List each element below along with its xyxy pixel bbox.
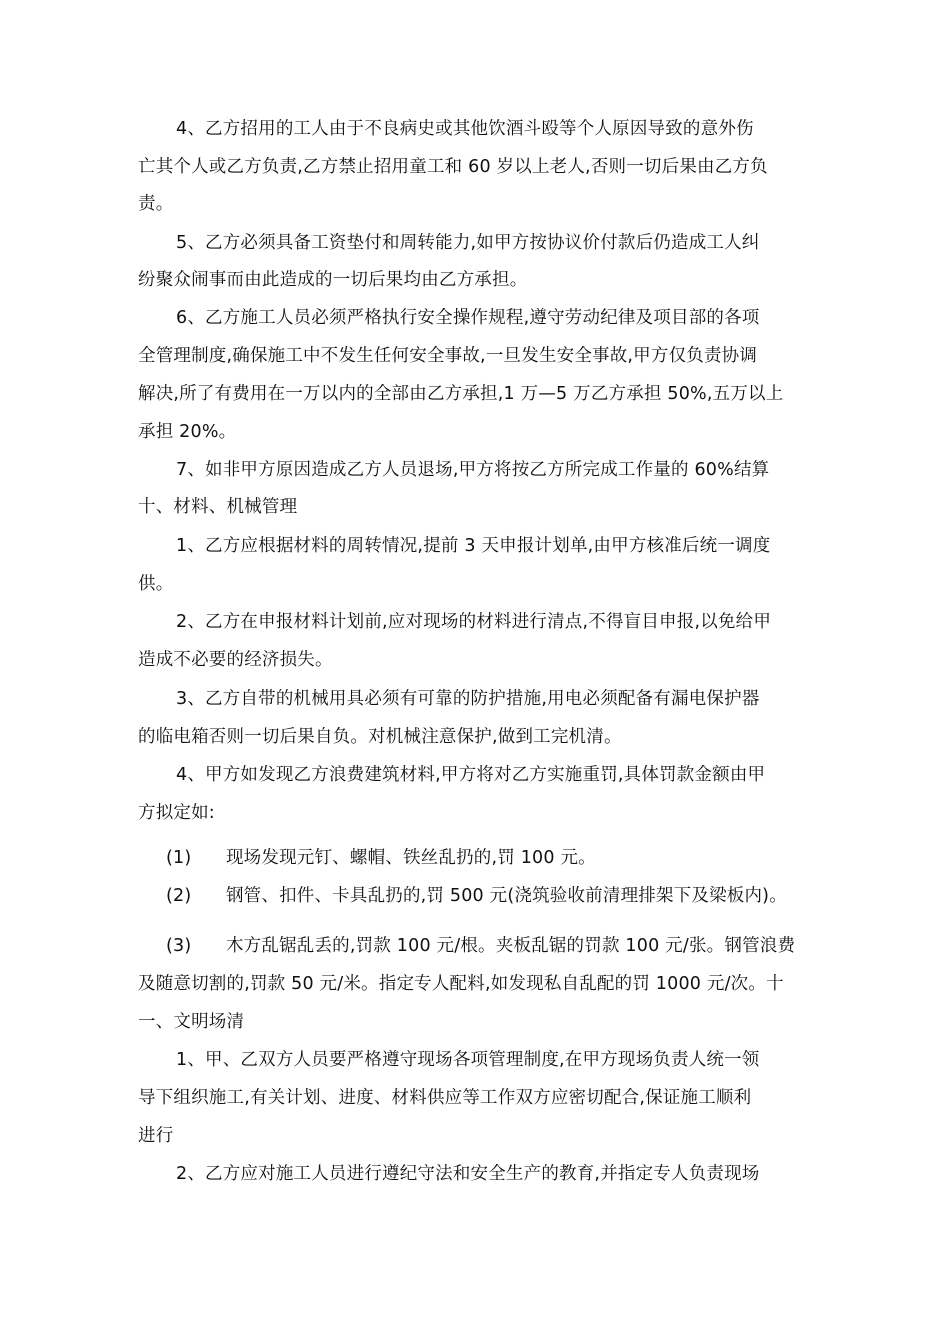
paragraph-line: 2、乙方在申报材料计划前,应对现场的材料进行清点,不得盲目申报,以免给甲 — [176, 612, 772, 632]
paragraph-line: 供。 — [138, 574, 174, 594]
paragraph-line: 承担 20%。 — [138, 422, 237, 442]
section-heading: 十、材料、机械管理 — [138, 497, 298, 517]
list-item: (1) 现场发现元钉、螺帽、铁丝乱扔的,罚 100 元。 — [166, 848, 596, 868]
section-heading: 一、文明场清 — [138, 1012, 245, 1032]
list-item: (3) 木方乱锯乱丢的,罚款 100 元/根。夹板乱锯的罚款 100 元/张。钢管浪费 — [166, 936, 796, 956]
paragraph-line: 7、如非甲方原因造成乙方人员退场,甲方将按乙方所完成工作量的 60%结算 — [176, 460, 770, 480]
paragraph-line: 5、乙方必须具备工资垫付和周转能力,如甲方按协议价付款后仍造成工人纠 — [176, 233, 760, 253]
paragraph-line: 4、甲方如发现乙方浪费建筑材料,甲方将对乙方实施重罚,具体罚款金额由甲 — [176, 765, 766, 785]
paragraph-line: 导下组织施工,有关计划、进度、材料供应等工作双方应密切配合,保证施工顺利 — [138, 1088, 752, 1108]
paragraph-line: 的临电箱否则一切后果自负。对机械注意保护,做到工完机清。 — [138, 727, 622, 747]
paragraph-line: 1、甲、乙双方人员要严格遵守现场各项管理制度,在甲方现场负责人统一领 — [176, 1050, 760, 1070]
list-item: (2) 钢管、扣件、卡具乱扔的,罚 500 元(浇筑验收前清理排架下及梁板内)。 — [166, 886, 787, 906]
paragraph-line: 6、乙方施工人员必须严格执行安全操作规程,遵守劳动纪律及项目部的各项 — [176, 308, 760, 328]
paragraph-line: 3、乙方自带的机械用具必须有可靠的防护措施,用电必须配备有漏电保护器 — [176, 689, 760, 709]
paragraph-line: 方拟定如: — [138, 803, 215, 823]
paragraph-line: 解决,所了有费用在一万以内的全部由乙方承担,1 万—5 万乙方承担 50%,五万以上 — [138, 384, 784, 404]
paragraph-line: 责。 — [138, 194, 174, 214]
paragraph-line: 造成不必要的经济损失。 — [138, 650, 333, 670]
paragraph-line: 全管理制度,确保施工中不发生任何安全事故,一旦发生安全事故,甲方仅负责协调 — [138, 346, 758, 366]
paragraph-line: 纷聚众闹事而由此造成的一切后果均由乙方承担。 — [138, 270, 528, 290]
paragraph-line: 亡其个人或乙方负责,乙方禁止招用童工和 60 岁以上老人,否则一切后果由乙方负 — [138, 157, 768, 177]
paragraph-line: 进行 — [138, 1126, 174, 1146]
paragraph-line: 4、乙方招用的工人由于不良病史或其他饮酒斗殴等个人原因导致的意外伤 — [176, 119, 754, 139]
paragraph-line: 1、乙方应根据材料的周转情况,提前 3 天申报计划单,由甲方核准后统一调度 — [176, 536, 771, 556]
paragraph-line: 及随意切割的,罚款 50 元/米。指定专人配料,如发现私自乱配的罚 1000 元/次。十 — [138, 974, 784, 994]
paragraph-line: 2、乙方应对施工人员进行遵纪守法和安全生产的教育,并指定专人负责现场 — [176, 1164, 760, 1184]
